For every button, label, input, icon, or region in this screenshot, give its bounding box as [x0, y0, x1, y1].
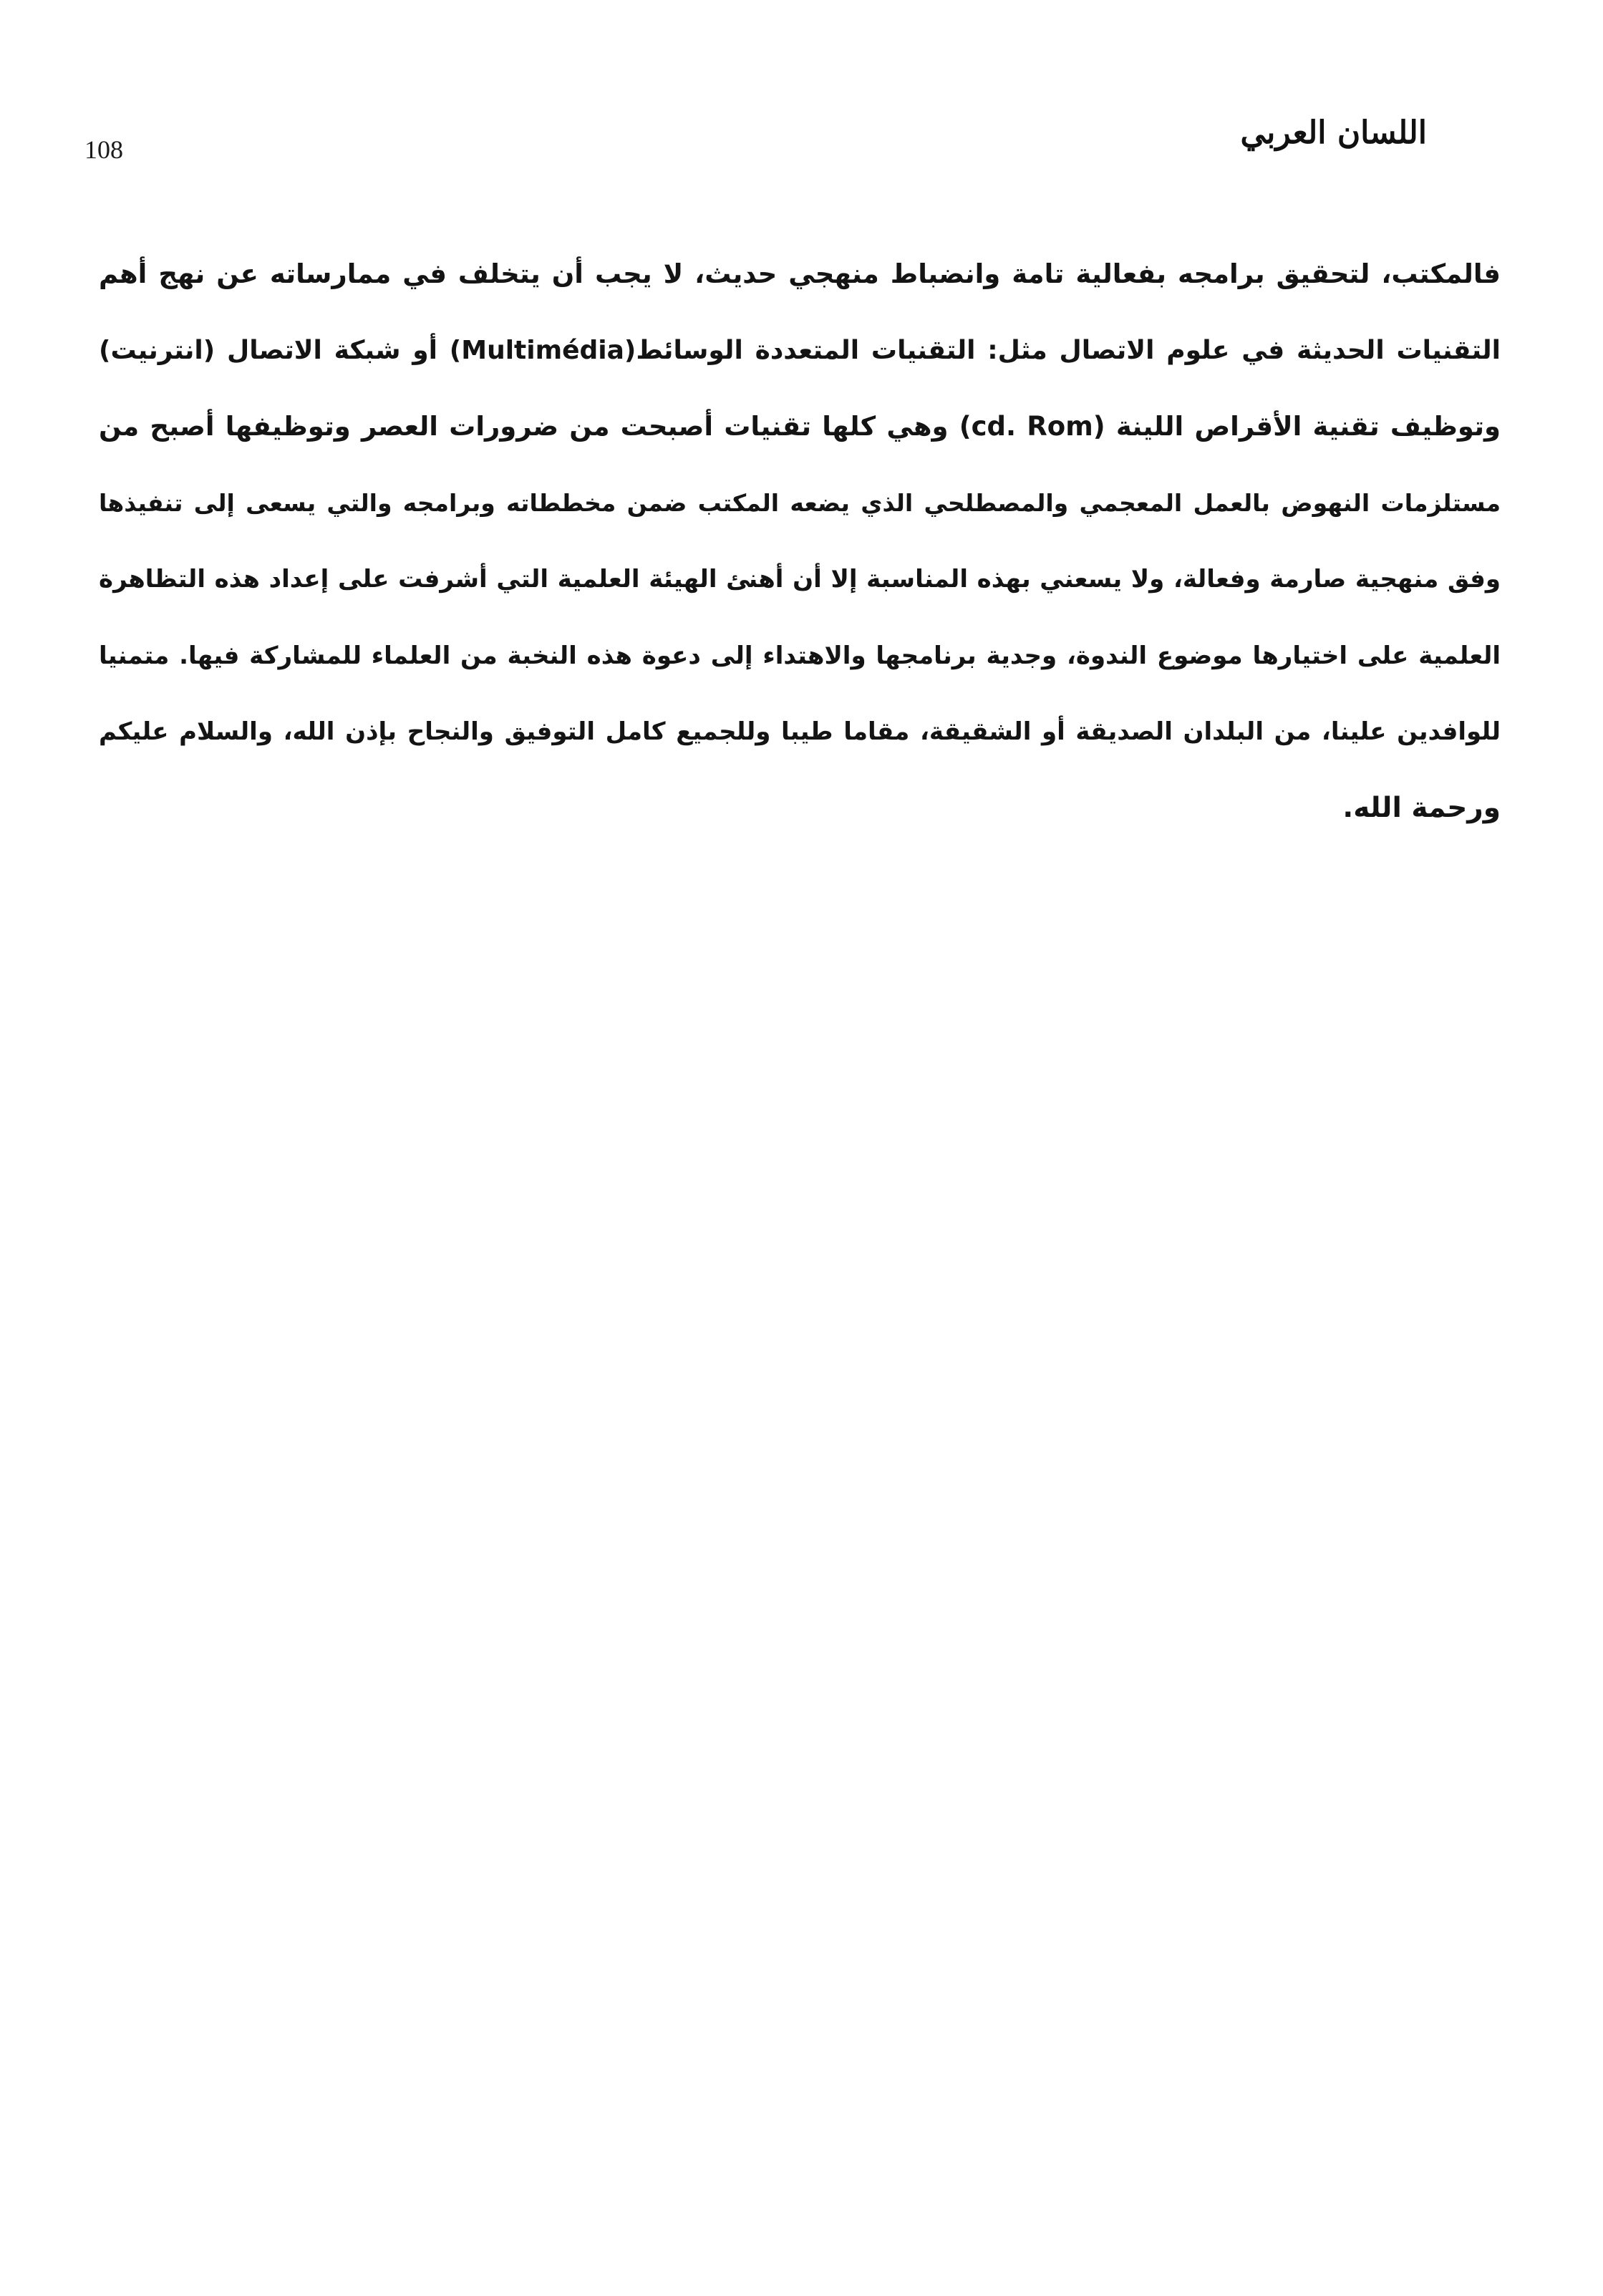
paragraph-line: وفق منهجية صارمة وفعالة، ولا يسعني بهذه المناسبة إلا أن أهنئ الهيئة العلمية التي أشرفت على إعداد هذه التظاهرة [99, 565, 1501, 594]
journal-title: اللسان العربي [1240, 115, 1427, 151]
page-header [0, 0, 1603, 186]
paragraph-line: وتوظيف تقنية الأقراص اللينة (cd. Rom) وهي كلها تقنيات أصبحت من ضرورات العصر وتوظيفها أصبح من [99, 411, 1501, 442]
paragraph-line: للوافدين علينا، من البلدان الصديقة أو الشقيقة، مقاما طيبا وللجميع كامل التوفيق والنجاح بإذن الله، والسلام عليكم [99, 717, 1501, 746]
paragraph-line: التقنيات الحديثة في علوم الاتصال مثل: التقنيات المتعددة الوسائط(Multimédia) أو شبكة الاتصال (انترنيت) [99, 335, 1501, 365]
paragraph-line: فالمكتب، لتحقيق برامجه بفعالية تامة وانضباط منهجي حديث، لا يجب أن يتخلف في ممارساته عن نهج أهم [99, 258, 1501, 289]
body-paragraph [99, 236, 1501, 846]
paragraph-line: مستلزمات النهوض بالعمل المعجمي والمصطلحي الذي يضعه المكتب ضمن مخططاته وبرامجه والتي يسعى إلى تنفيذها [99, 488, 1501, 517]
page-number: 108 [84, 135, 123, 164]
paragraph-line: العلمية على اختيارها موضوع الندوة، وجدية برنامجها والاهتداء إلى دعوة هذه النخبة من العلماء للمشاركة فيها. متمنيا [99, 641, 1501, 670]
paragraph-line-last: ورحمة الله. [1342, 791, 1501, 824]
